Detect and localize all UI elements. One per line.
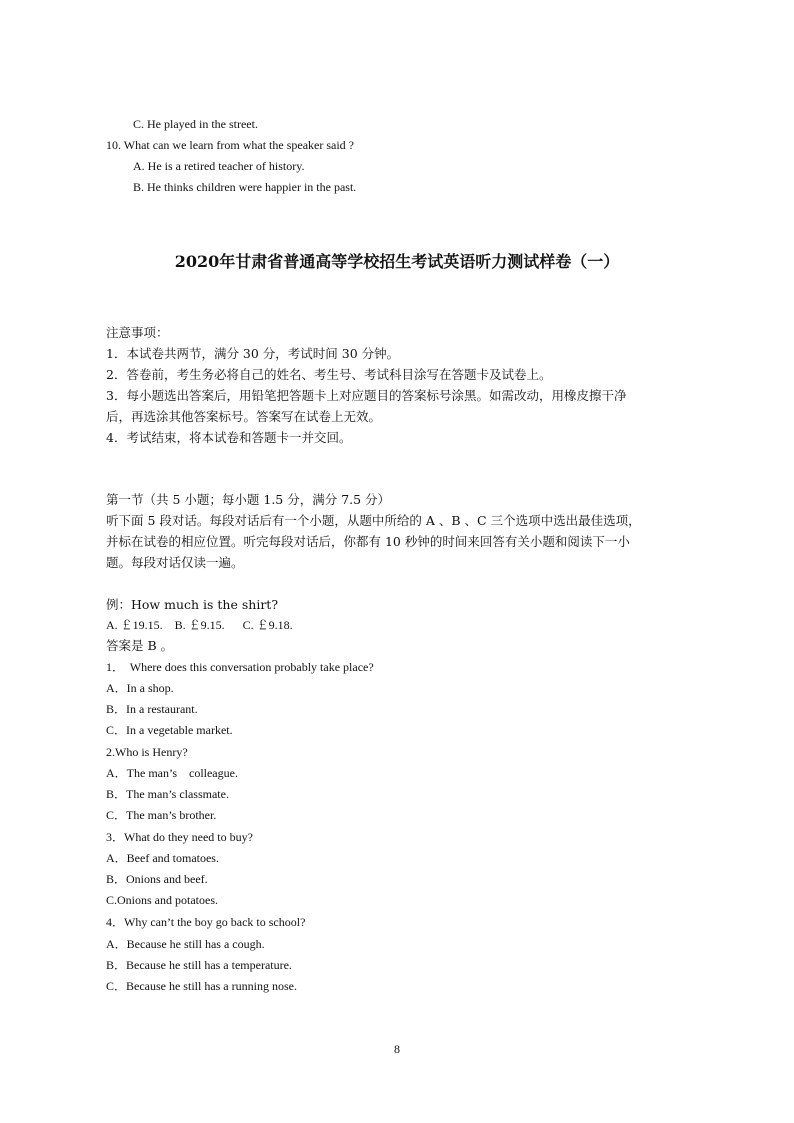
notes-item: 1．本试卷共两节，满分 30 分，考试时间 30 分钟。	[106, 346, 400, 361]
question-4: 4．Why can’t the boy go back to school?	[106, 915, 306, 929]
question-1-option-c: C．In a vegetable market.	[106, 723, 233, 737]
section-instructions: 题。每段对话仅读一遍。	[106, 555, 244, 570]
question-4-option-b: B．Because he still has a temperature.	[106, 958, 292, 972]
q10-option-b: B. He thinks children were happier in the past.	[133, 180, 357, 194]
notes-item: 后，再选涂其他答案标号。答案写在试卷上无效。	[106, 409, 382, 424]
question-3-option-c: C.Onions and potatoes.	[106, 893, 218, 907]
section-instructions: 并标在试卷的相应位置。听完每段对话后，你都有 10 秒钟的时间来回答有关小题和阅读下一小	[106, 534, 630, 549]
question-2-option-b: B．The man’s classmate.	[106, 787, 229, 801]
question-4-option-a: A．Because he still has a cough.	[106, 937, 265, 951]
exam-title: 2020年甘肃省普通高等学校招生考试英语听力测试样卷（一）	[174, 252, 620, 271]
q9-option-c: C. He played in the street.	[133, 117, 258, 131]
page-number: 8	[394, 1042, 400, 1056]
notes-item: 2．答卷前，考生务必将自己的姓名、考生号、考试科目涂写在答题卡及试卷上。	[106, 367, 552, 382]
question-2-option-c: C．The man’s brother.	[106, 808, 217, 822]
question-2: 2.Who is Henry?	[106, 745, 188, 759]
section-instructions: 听下面 5 段对话。每段对话后有一个小题，从题中所给的 A 、B 、C 三个选项中选出最佳选项，	[106, 513, 641, 528]
example-question: 例：How much is the shirt?	[106, 597, 279, 612]
example-answer: 答案是 B 。	[106, 638, 174, 653]
question-1: 1． Where does this conversation probably take place?	[106, 660, 374, 674]
section-heading: 第一节（共 5 小题；每小题 1.5 分，满分 7.5 分）	[106, 492, 391, 507]
notes-item: 3．每小题选出答案后，用铅笔把答题卡上对应题目的答案标号涂黑。如需改动，用橡皮擦干净	[106, 388, 627, 403]
example-options: A. ￡19.15. B. ￡9.15. C. ￡9.18.	[106, 618, 293, 632]
question-1-option-b: B．In a restaurant.	[106, 702, 198, 716]
question-3: 3．What do they need to buy?	[106, 830, 253, 844]
question-1-option-a: A．In a shop.	[106, 681, 174, 695]
question-3-option-a: A．Beef and tomatoes.	[106, 851, 219, 865]
q10-option-a: A. He is a retired teacher of history.	[133, 159, 305, 173]
notes-item: 4．考试结束，将本试卷和答题卡一并交回。	[106, 430, 352, 445]
notes-heading: 注意事项：	[106, 325, 169, 340]
q10-question: 10. What can we learn from what the speaker said ?	[106, 138, 355, 152]
question-3-option-b: B．Onions and beef.	[106, 872, 208, 886]
question-2-option-a: A．The man’s colleague.	[106, 766, 238, 780]
question-4-option-c: C．Because he still has a running nose.	[106, 979, 297, 993]
